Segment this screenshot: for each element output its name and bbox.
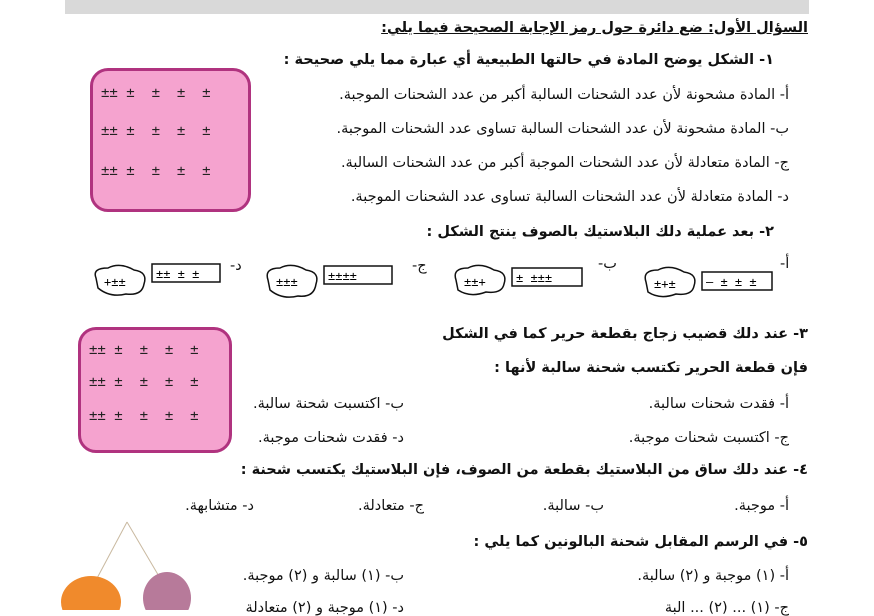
- charge-row: ±± ± ± ± ±: [89, 342, 199, 358]
- q5-option-a[interactable]: أ- (١) موجبة و (٢) سالبة.: [637, 568, 789, 584]
- q5-stem: ٥- في الرسم المقابل شحنة البالونين كما يلي :: [473, 534, 808, 550]
- charge-row: ±± ± ± ± ±: [89, 374, 199, 390]
- rod-marks: ±±±±: [328, 269, 357, 283]
- q3-charge-figure: [78, 327, 232, 453]
- wool-marks: ±±+: [464, 275, 486, 289]
- q1-option-b[interactable]: ب- المادة مشحونة لأن عدد الشحنات السالبة تساوى عدد الشحنات الموجبة.: [336, 121, 789, 137]
- q2-label-d[interactable]: د-: [230, 258, 242, 274]
- rod-marks: ± ±±±: [516, 271, 553, 285]
- q2-figure-a[interactable]: [640, 264, 775, 300]
- q1-stem: ١- الشكل يوضح المادة في حالتها الطبيعية أي عبارة مما يلي صحيحة :: [283, 52, 774, 68]
- q2-stem: ٢- بعد عملية دلك البلاستيك بالصوف ينتج الشكل :: [426, 224, 774, 240]
- q3-option-a[interactable]: أ- فقدت شحنات سالبة.: [648, 396, 789, 412]
- charge-row: ±± ± ± ± ±: [89, 408, 199, 424]
- wool-marks: +±±: [104, 275, 126, 289]
- q4-option-d[interactable]: د- متشابهة.: [185, 498, 254, 514]
- charge-row: ±± ± ± ± ±: [101, 163, 211, 179]
- wool-marks: ±±±: [276, 275, 298, 289]
- charge-row: ±± ± ± ± ±: [101, 123, 211, 139]
- q1-charge-figure: [90, 68, 251, 212]
- q2-label-b[interactable]: ب-: [598, 256, 617, 272]
- q2-figure-d[interactable]: [90, 260, 225, 300]
- q2-label-c[interactable]: ج-: [412, 258, 427, 274]
- q3-stem: ٣- عند دلك قضيب زجاج بقطعة حرير كما في الشكل: [442, 326, 808, 342]
- q1-option-d[interactable]: د- المادة متعادلة لأن عدد الشحنات السالبة تساوى عدد الشحنات الموجبة.: [350, 189, 789, 205]
- q3-option-b[interactable]: ب- اكتسبت شحنة سالبة.: [253, 396, 404, 412]
- rod-marks: — ± ± ±: [706, 275, 757, 289]
- q2-figure-b[interactable]: [450, 262, 585, 298]
- rod-marks: ±± ± ±: [156, 267, 200, 281]
- q3-option-c[interactable]: ج- اكتسبت شحنات موجبة.: [628, 430, 789, 446]
- balloon-2: [143, 572, 191, 610]
- charge-row: ±± ± ± ± ±: [101, 85, 211, 101]
- q1-option-c[interactable]: ج- المادة متعادلة لأن عدد الشحنات الموجبة أكبر من عدد الشحنات السالبة.: [340, 155, 789, 171]
- q5-option-d[interactable]: د- (١) موجبة و (٢) متعادلة: [245, 600, 404, 616]
- q4-option-a[interactable]: أ- موجبة.: [734, 498, 789, 514]
- balloon-1: [61, 576, 121, 610]
- q2-label-a[interactable]: أ-: [780, 256, 790, 272]
- q5-option-b[interactable]: ب- (١) سالبة و (٢) موجبة.: [242, 568, 404, 584]
- q4-option-c[interactable]: ج- متعادلة.: [357, 498, 424, 514]
- section-title: السؤال الأول: ضع دائرة حول رمز الإجابة الصحيحة فيما يلي:: [381, 20, 808, 36]
- q5-option-c[interactable]: ج- (١) ... (٢) ... البة: [664, 600, 789, 616]
- q3-stem-2: فإن قطعة الحرير تكتسب شحنة سالبة لأنها :: [494, 360, 808, 376]
- balloons-figure: [55, 520, 205, 610]
- q4-option-b[interactable]: ب- سالبة.: [542, 498, 604, 514]
- wool-marks: ±+±: [654, 277, 676, 291]
- q3-option-d[interactable]: د- فقدت شحنات موجبة.: [258, 430, 404, 446]
- q4-stem: ٤- عند دلك ساق من البلاستيك بقطعة من الصوف، فإن البلاستيك يكتسب شحنة :: [240, 462, 808, 478]
- top-header-bar: [65, 0, 809, 14]
- q2-figure-c[interactable]: [262, 262, 397, 302]
- q1-option-a[interactable]: أ- المادة مشحونة لأن عدد الشحنات السالبة أكبر من عدد الشحنات الموجبة.: [339, 87, 789, 103]
